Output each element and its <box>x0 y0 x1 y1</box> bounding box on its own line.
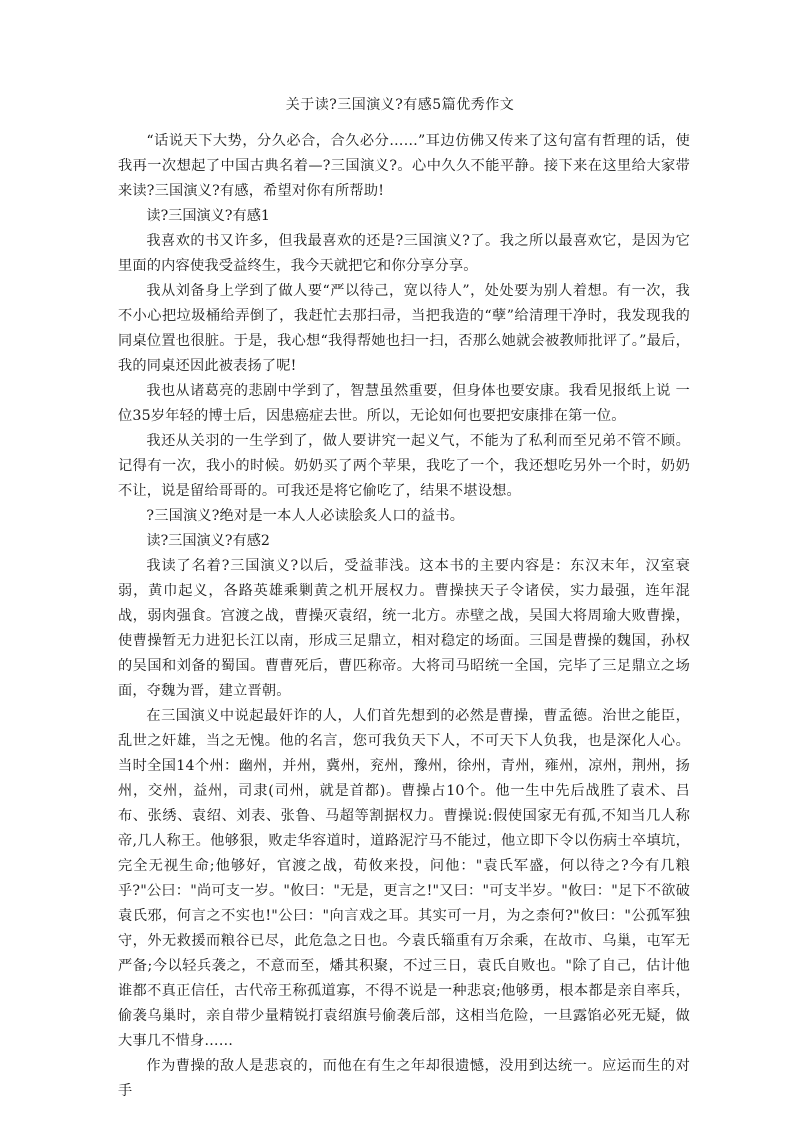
document-title: 关于读?三国演义?有感5篇优秀作文 <box>285 97 515 113</box>
paragraph: 作为曹操的敌人是悲哀的，而他在有生之年却很遗憾，没用到达统一。应运而生的对手 <box>118 1058 690 1099</box>
paragraph: 在三国演义中说起最奸诈的人，人们首先想到的必然是曹操，曹孟德。治世之能臣，乱世之奸雄，当之无愧。他的名言，您可我负天下人，不可天下人负我，也是深化人心。当时全国14个州：幽州，并州，冀州，兖州，豫州，徐州，青州，雍州，凉州，荆州，扬州，交州，益州，司隶(司州，就是首都)。曹操占10个。他一生中先后战胜了袁术、吕布、张绣、袁绍、刘表、张鲁、马超等割据权力。曹操说:假使国家无有孤,不知当几人称帝,几人称王。他够狠，败走华容道时，道路泥泞马不能过，他立即下令以伤病士卒填坑，完全无视生命;他够好，官渡之战，荀攸来投，问他："袁氏军盛，何以待之?今有几粮乎?"公曰："尚可支一岁。"攸曰："无是，更言之!"又曰："可支半岁。"攸曰："足下不欲破袁氏邪，何言之不实也!"公曰："向言戏之耳。其实可一月，为之柰何?"攸曰："公孤军独守，外无救援而粮谷已尽，此危急之日也。今袁氏辎重有万余乘，在故市、乌巢，屯军无严备;今以轻兵袭之，不意而至，燔其积聚，不过三日，袁氏自败也。"除了自己，估计他谁都不真正信任，古代帝王称孤道寡，不得不说是一种悲哀;他够勇，根本都是亲自率兵，偷袭乌巢时，亲自带少量精锐打袁绍旗号偷袭后部，这相当危险，一旦露馅必死无疑，做大事几不惜身…… <box>118 708 690 1049</box>
paragraph: ?三国演义?绝对是一本人人必读脍炙人口的益书。 <box>146 508 465 524</box>
paragraph: 我也从诸葛亮的悲剧中学到了，智慧虽然重要，但身体也要安康。我看见报纸上说 一位35岁年轻的博士后，因患癌症去世。所以，无论如何也要把安康排在第一位。 <box>118 383 690 424</box>
paragraph: 我读了名着?三国演义?以后，受益菲浅。这本书的主要内容是：东汉末年，汉室衰弱，黄巾起义，各路英雄乘剿黄之机开展权力。曹操挟天子令诸侯，实力最强，连年混战，弱肉强食。宫渡之战，曹操灭袁绍，统一北方。赤壁之战，吴国大将周瑜大败曹操，使曹操暂无力进犯长江以南，形成三足鼎立，相对稳定的场面。三国是曹操的魏国，孙权的吴国和刘备的蜀国。曹曹死后，曹匹称帝。大将司马昭统一全国，完毕了三足鼎立之场面，夺魏为晋，建立晋朝。 <box>118 558 690 699</box>
document-body <box>118 129 690 1104</box>
paragraph: 我喜欢的书又许多，但我最喜欢的还是?三国演义?了。我之所以最喜欢它，是因为它里面的内容使我受益终生，我今天就把它和你分享分享。 <box>118 233 690 274</box>
paragraph: 我从刘备身上学到了做人要“严以待己，宽以待人”，处处要为别人着想。有一次，我不小心把垃圾桶给弄倒了，我赶忙去那扫帚，当把我造的“孽”给清理干净时，我发现我的同桌位置也很脏。于是，我心想“我得帮她也扫一扫，否那么她就会被教师批评了。”最后，我的同桌还因此被表扬了呢! <box>118 283 690 374</box>
section-heading-1: 读?三国演义?有感1 <box>146 208 270 224</box>
paragraph: 我还从关羽的一生学到了，做人要讲究一起义气，不能为了私利而至兄弟不管不顾。记得有一次，我小的时候。奶奶买了两个苹果，我吃了一个，我还想吃另外一个时，奶奶不让，说是留给哥哥的。可我还是将它偷吃了，结果不堪设想。 <box>118 433 690 499</box>
section-heading-2: 读?三国演义?有感2 <box>146 533 270 549</box>
paragraph-intro: “话说天下大势，分久必合，合久必分……”耳边仿佛又传来了这句富有哲理的话，使我再一次想起了中国古典名着—?三国演义?。心中久久不能平静。接下来在这里给大家带来读?三国演义?有感，希望对你有所帮助! <box>118 133 690 199</box>
